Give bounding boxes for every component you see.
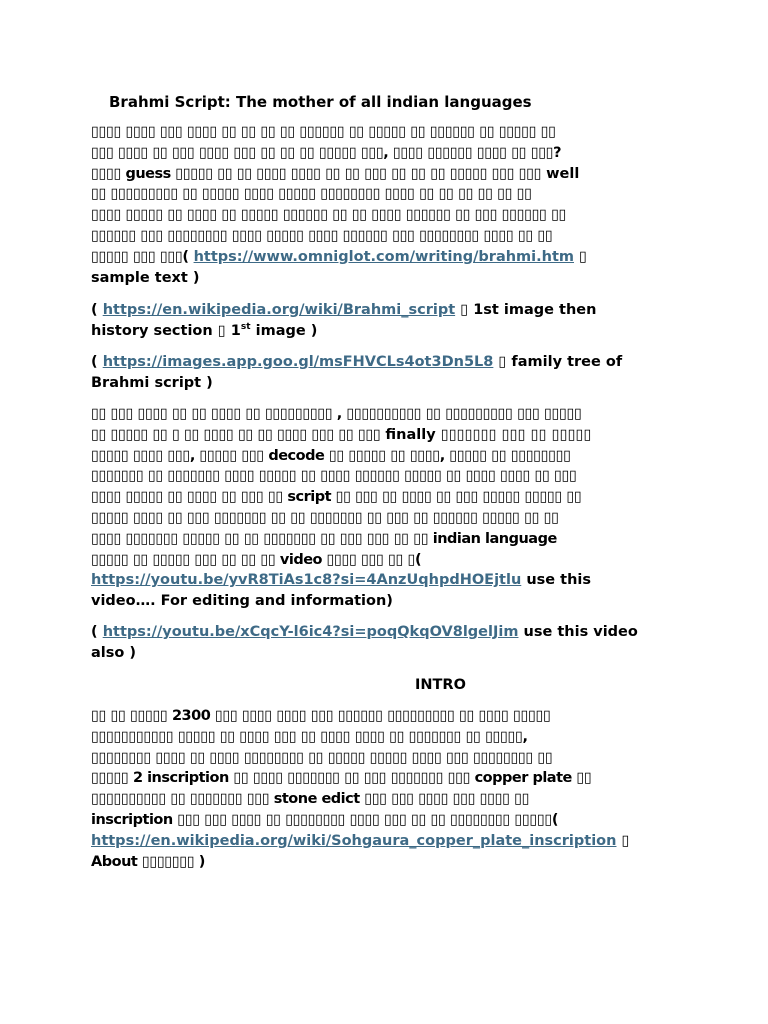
text-line: ▯▯▯▯▯▯ ▯▯▯ ▯▯▯▯▯▯▯▯ ▯▯▯▯ ▯▯▯▯▯ ▯▯▯▯ ▯▯▯▯▯▯ ▯▯▯ ▯▯▯▯▯▯▯▯ ▯▯▯▯ ▯▯ ▯▯ [91,227,553,244]
text-run: ▯▯ ▯▯▯▯▯ ▯▯ ▯ ▯▯ ▯▯▯▯ ▯▯ ▯▯ ▯▯▯▯ ▯▯▯ ▯▯ ▯▯▯ [91,426,381,443]
text-line [91,622,681,643]
text-run: finally ▯▯▯▯▯▯▯ ▯▯▯ ▯▯ ▯▯▯▯▯ [380,426,592,443]
text-run: ▯ [616,832,630,849]
text-run: ▯ [574,248,588,265]
paragraph-6 [91,706,681,872]
text-line [91,321,681,342]
text-run: image ) [250,322,318,339]
text-line [91,831,681,852]
document-title: Brahmi Script: The mother of all indian languages [109,93,532,111]
omniglot-link[interactable]: https://www.omniglot.com/writing/brahmi.htm [193,248,574,265]
text-line: inscription ▯▯▯ ▯▯▯ ▯▯▯▯ ▯▯ ▯▯▯▯▯▯▯▯ ▯▯▯▯ ▯▯▯ ▯▯ ▯▯ ▯▯▯▯▯▯▯▯ ▯▯▯▯▯( [91,811,558,828]
text-line: ▯▯▯▯ ▯▯▯▯▯ ▯▯ ▯▯▯▯ ▯▯ ▯▯▯ ▯▯ script ▯▯ ▯▯▯ ▯▯ ▯▯▯▯ ▯▯ ▯▯▯ ▯▯▯▯▯ ▯▯▯▯▯ ▯▯ [91,489,582,506]
youtube-link-1[interactable]: https://youtu.be/yvR8TiAs1c8?si=4AnzUqhpdHOEjtlu [91,572,522,589]
text-run: ( [91,354,103,370]
text-run: use this [521,572,592,589]
text-run: ▯ family tree of [493,354,623,370]
text-run: ( [91,302,103,318]
text-line [91,247,681,268]
paragraph-3 [91,352,681,394]
text-line: ▯▯▯▯ ▯▯▯▯▯ ▯▯ ▯▯▯▯ ▯▯ ▯▯▯▯▯ ▯▯▯▯▯▯ ▯▯ ▯▯ ▯▯▯▯ ▯▯▯▯▯▯ ▯▯ ▯▯▯ ▯▯▯▯▯▯ ▯▯ [91,207,567,224]
text-line [91,425,681,446]
wikipedia-sohgaura-link[interactable]: https://en.wikipedia.org/wiki/Sohgaura_copper_plate_inscription [91,832,617,849]
text-line [91,352,681,373]
text-run: ▯ 1st image then [455,302,597,318]
text-line: video…. For editing and information) [91,593,393,610]
text-line: sample text ) [91,269,200,286]
text-run: ▯▯▯▯ guess ▯▯▯▯▯ ▯▯ ▯▯ ▯▯▯▯ ▯▯▯▯ ▯▯ ▯▯ ▯▯▯ ▯▯ ▯▯ ▯▯ ▯▯▯▯▯ ▯▯▯ ▯▯▯ [91,165,542,182]
paragraph-4 [91,404,681,612]
superscript: st [240,321,251,332]
paragraph-5 [91,622,681,664]
text-line: ▯▯ ▯▯▯▯▯▯▯▯▯ ▯▯ ▯▯▯▯▯ ▯▯▯▯ ▯▯▯▯▯ ▯▯▯▯▯▯▯▯ ▯▯▯▯ ▯▯ ▯▯ ▯▯ ▯▯ ▯▯ ▯▯ [91,186,532,203]
text-line: ▯▯▯▯▯▯▯▯ ▯▯▯▯ ▯▯ ▯▯▯▯ ▯▯▯▯▯▯▯▯ ▯▯ ▯▯▯▯▯ ▯▯▯▯▯ ▯▯▯▯ ▯▯▯ ▯▯▯▯▯▯▯▯ ▯▯ [91,749,553,766]
text-run: well [541,165,580,182]
text-line: also ) [91,644,137,661]
text-line [91,300,681,321]
text-line: ▯▯ ▯▯▯ ▯▯▯▯ ▯▯ ▯▯ ▯▯▯▯ ▯▯ ▯▯▯▯▯▯▯▯▯ , ▯▯▯▯▯▯▯▯▯▯ ▯▯ ▯▯▯▯▯▯▯▯▯ ▯▯▯ ▯▯▯▯▯ [91,406,582,422]
youtube-link-2[interactable]: https://youtu.be/xCqcY-l6ic4?si=poqQkqOV8lgelJim [102,624,519,640]
text-line: ▯▯▯▯▯ 2 inscription ▯▯ ▯▯▯▯ ▯▯▯▯▯▯▯ ▯▯ ▯▯▯ ▯▯▯▯▯▯▯ ▯▯▯ copper plate ▯▯ [91,770,592,787]
text-line: ▯▯▯▯▯▯▯▯▯▯ ▯▯ ▯▯▯▯▯▯▯ ▯▯▯ stone edict ▯▯▯ ▯▯▯ ▯▯▯▯ ▯▯▯ ▯▯▯▯ ▯▯ [91,791,530,808]
text-line: ▯▯▯▯▯▯▯▯▯▯▯ ▯▯▯▯▯ ▯▯ ▯▯▯▯ ▯▯▯ ▯▯ ▯▯▯▯ ▯▯▯▯ ▯▯ ▯▯▯▯▯▯▯ ▯▯ ▯▯▯▯▯, [91,728,528,745]
text-line: About ▯▯▯▯▯▯▯ ) [91,853,205,870]
text-line: ▯▯ ▯▯ ▯▯▯▯▯ 2300 ▯▯▯ ▯▯▯▯ ▯▯▯▯ ▯▯▯ ▯▯▯▯▯▯ ▯▯▯▯▯▯▯▯▯ ▯▯ ▯▯▯▯ ▯▯▯▯▯ [91,708,551,724]
text-run: ▯▯▯▯▯ ▯▯▯ ▯▯▯( [91,248,189,265]
text-line: ▯▯▯▯▯ ▯▯▯▯ ▯▯▯, ▯▯▯▯▯ ▯▯▯ decode ▯▯ ▯▯▯▯▯ ▯▯ ▯▯▯▯, ▯▯▯▯▯ ▯▯ ▯▯▯▯▯▯▯▯ [91,447,571,464]
intro-heading: INTRO [415,677,466,693]
text-line [91,164,681,185]
wikipedia-brahmi-link[interactable]: https://en.wikipedia.org/wiki/Brahmi_script [102,302,456,318]
text-line: ▯▯▯▯▯ ▯▯▯▯ ▯▯ ▯▯▯ ▯▯▯▯▯▯▯ ▯▯ ▯▯ ▯▯▯▯▯▯▯ ▯▯ ▯▯▯ ▯▯ ▯▯▯▯▯▯ ▯▯▯▯▯ ▯▯ ▯▯ [91,509,559,526]
text-line [91,570,681,591]
text-line: ▯▯▯▯▯ ▯▯ ▯▯▯▯▯ ▯▯▯ ▯▯ ▯▯ ▯▯ video ▯▯▯▯ ▯▯▯ ▯▯ ▯( [91,551,422,568]
text-line: ▯▯▯ ▯▯▯▯ ▯▯ ▯▯▯ ▯▯▯▯ ▯▯▯ ▯▯ ▯▯ ▯▯ ▯▯▯▯▯ ▯▯▯, ▯▯▯▯ ▯▯▯▯▯▯ ▯▯▯▯ ▯▯ ▯▯▯? [91,144,562,161]
text-run: history section ▯ 1 [91,322,241,339]
paragraph-1 [91,122,681,288]
text-line: ▯▯▯▯ ▯▯▯▯ ▯▯▯ ▯▯▯▯ ▯▯ ▯▯ ▯▯ ▯▯ ▯▯▯▯▯▯ ▯▯ ▯▯▯▯▯ ▯▯ ▯▯▯▯▯▯ ▯▯ ▯▯▯▯▯ ▯▯ [91,124,556,140]
google-images-link[interactable]: https://images.app.goo.gl/msFHVCLs4ot3Dn5L8 [102,354,494,370]
paragraph-2 [91,300,681,342]
text-line: ▯▯▯▯▯▯▯ ▯▯ ▯▯▯▯▯▯▯ ▯▯▯▯ ▯▯▯▯▯ ▯▯ ▯▯▯▯ ▯▯▯▯▯▯ ▯▯▯▯▯ ▯▯ ▯▯▯▯ ▯▯▯▯ ▯▯ ▯▯▯ [91,468,577,485]
text-run: use this video [518,624,638,640]
text-line: Brahmi script ) [91,374,213,391]
text-run: ( [91,624,103,640]
text-line: ▯▯▯▯ ▯▯▯▯▯▯▯ ▯▯▯▯▯ ▯▯ ▯▯ ▯▯▯▯▯▯▯ ▯▯ ▯▯▯ ▯▯▯ ▯▯ ▯▯ indian language [91,530,557,547]
